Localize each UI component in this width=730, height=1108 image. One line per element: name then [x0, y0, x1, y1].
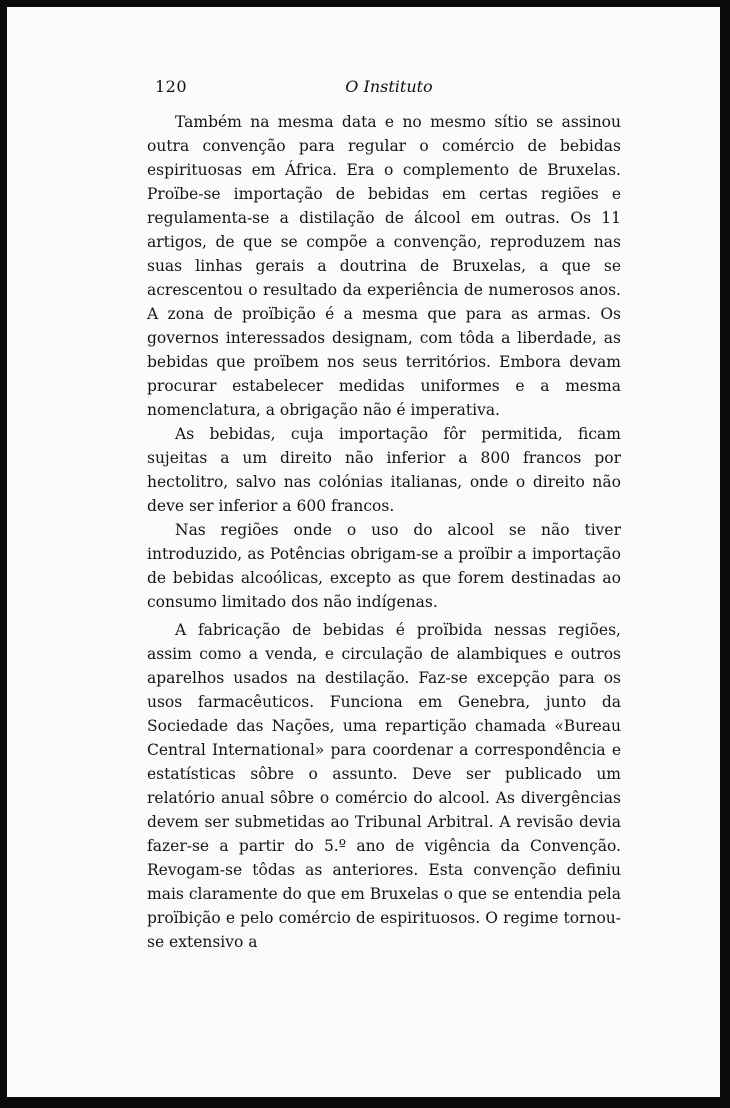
page-header	[155, 77, 623, 101]
paragraph-3: Nas regiões onde o uso do alcool se não tiver introduzido, as Potências obrigam-se a proïbir a importação de bebidas alcoólicas, excepto as que forem destinadas ao consumo limitado dos não indígenas.	[147, 521, 621, 611]
running-title: O Instituto	[345, 77, 433, 96]
book-page	[7, 7, 720, 1097]
paragraph-1: Também na mesma data e no mesmo sítio se assinou outra convenção para regular o comércio de bebidas espirituosas em África. Era o complemento de Bruxelas. Proïbe-se importação de bebidas em certas regiões e regulamenta-se a distilação de álcool em outras. Os 11 artigos, de que se compõe a convenção, reproduzem nas suas linhas gerais a doutrina de Bruxelas, a que se acrescentou o resultado da experiência de numerosos anos. A zona de proïbição é a mesma que para as armas. Os governos interessados designam, com tôda a liberdade, as bebidas que proïbem nos seus territórios. Embora devam procurar estabelecer medidas uniformes e a mesma nomenclatura, a obrigação não é imperativa.	[147, 113, 621, 419]
paragraph-4: A fabricação de bebidas é proïbida nessas regiões, assim como a venda, e circulação de alambiques e outros aparelhos usados na destilação. Faz-se excepção para os usos farmacêuticos. Funciona em Genebra, junto da Sociedade das Nações, uma repartição chamada «Bureau Central International» para coordenar a correspondência e estatísticas sôbre o assunto. Deve ser publicado um relatório anual sôbre o comércio do alcool. As divergências devem ser submetidas ao Tribunal Arbitral. A revisão devia fazer-se a partir do 5.º ano de vigência da Convenção. Revogam-se tôdas as anteriores. Esta convenção definiu mais claramente do que em Bruxelas o que se entendia pela proïbição e pelo comércio de espirituosos. O regime tornou-se extensivo a	[147, 621, 621, 951]
body-text	[147, 110, 621, 954]
paragraph-2: As bebidas, cuja importação fôr permitida, ficam sujeitas a um direito não inferior a 800 francos por hectolitro, salvo nas colónias italianas, onde o direito não deve ser inferior a 600 francos.	[147, 425, 621, 515]
page-number: 120	[155, 77, 188, 96]
